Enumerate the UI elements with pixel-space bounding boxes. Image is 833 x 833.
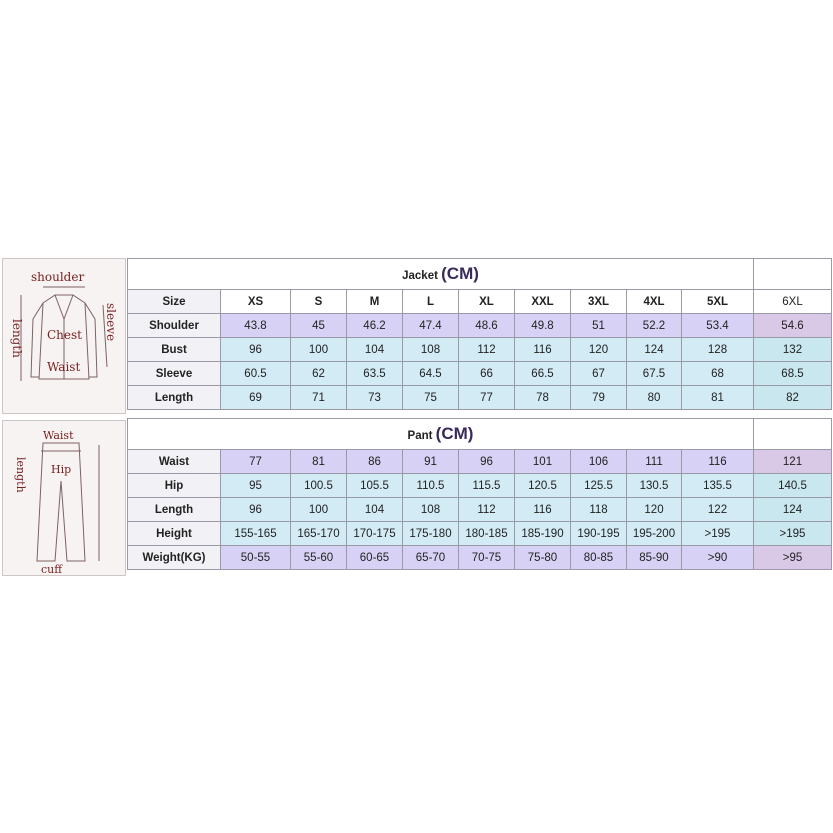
pant-row-hip	[128, 474, 832, 498]
pant-length-label: length	[14, 457, 27, 493]
pant-cell: >195	[682, 522, 754, 546]
jacket-row-bust	[128, 338, 832, 362]
jacket-waist-label: Waist	[47, 360, 81, 374]
pant-cell: 75-80	[515, 546, 571, 570]
pant-title-text: Pant	[407, 430, 433, 442]
pant-cell: 120	[627, 498, 682, 522]
pant-cell: 60-65	[347, 546, 403, 570]
jacket-row-sleeve	[128, 362, 832, 386]
pant-cell: 120.5	[515, 474, 571, 498]
pant-row-length	[128, 498, 832, 522]
jacket-row-label: Bust	[128, 338, 221, 362]
pant-cell: 121	[754, 450, 832, 474]
pant-cell: 100	[291, 498, 347, 522]
jacket-cell: 112	[459, 338, 515, 362]
jacket-cell: 79	[571, 386, 627, 410]
pant-size-table	[127, 418, 832, 570]
jacket-cell: 53.4	[682, 314, 754, 338]
size-header-row	[128, 290, 832, 314]
size-header-label: Size	[128, 290, 221, 314]
jacket-cell: 80	[627, 386, 682, 410]
pant-illustration	[3, 421, 125, 575]
jacket-title	[128, 259, 754, 290]
size-4xl: 4XL	[627, 290, 682, 314]
pant-rows	[128, 450, 832, 570]
jacket-length-label: length	[10, 319, 24, 358]
jacket-cell: 124	[627, 338, 682, 362]
jacket-cell: 132	[754, 338, 832, 362]
jacket-title-text: Jacket	[402, 270, 438, 282]
pant-cell: 96	[459, 450, 515, 474]
pant-cell: >90	[682, 546, 754, 570]
pant-cell: 91	[403, 450, 459, 474]
pant-cell: 155-165	[221, 522, 291, 546]
pant-cuff-label: cuff	[41, 563, 63, 575]
pant-cell: 101	[515, 450, 571, 474]
jacket-cell: 43.8	[221, 314, 291, 338]
pant-row-label: Waist	[128, 450, 221, 474]
pant-cell: 108	[403, 498, 459, 522]
pant-cell: 135.5	[682, 474, 754, 498]
pant-cell: 115.5	[459, 474, 515, 498]
pant-cell: 130.5	[627, 474, 682, 498]
pant-hip-label: Hip	[51, 463, 72, 476]
pant-diagram	[2, 420, 126, 576]
jacket-illustration	[3, 259, 125, 413]
pant-row-waist	[128, 450, 832, 474]
pant-cell: 96	[221, 498, 291, 522]
pant-cell: 112	[459, 498, 515, 522]
jacket-cell: 60.5	[221, 362, 291, 386]
pant-cell: 118	[571, 498, 627, 522]
pant-cell: 106	[571, 450, 627, 474]
pant-row-label: Hip	[128, 474, 221, 498]
pant-cell: 116	[682, 450, 754, 474]
jacket-cell: 46.2	[347, 314, 403, 338]
jacket-cell: 52.2	[627, 314, 682, 338]
jacket-title-row	[128, 259, 832, 290]
size-xs: XS	[221, 290, 291, 314]
pant-row-weight-kg	[128, 546, 832, 570]
pant-cell: 80-85	[571, 546, 627, 570]
pant-cell: 180-185	[459, 522, 515, 546]
jacket-cell: 68.5	[754, 362, 832, 386]
jacket-cell: 116	[515, 338, 571, 362]
jacket-cell: 49.8	[515, 314, 571, 338]
pant-cell: 125.5	[571, 474, 627, 498]
pant-title-row	[128, 419, 832, 450]
jacket-shoulder-label: shoulder	[31, 270, 85, 284]
jacket-cell: 62	[291, 362, 347, 386]
pant-cell: 95	[221, 474, 291, 498]
jacket-cell: 128	[682, 338, 754, 362]
pant-cell: 100.5	[291, 474, 347, 498]
jacket-cell: 77	[459, 386, 515, 410]
jacket-cell: 68	[682, 362, 754, 386]
size-3xl: 3XL	[571, 290, 627, 314]
pant-cell: 111	[627, 450, 682, 474]
size-chart	[0, 258, 833, 576]
jacket-cell: 67.5	[627, 362, 682, 386]
size-6xl: 6XL	[754, 290, 832, 314]
pant-cell: 122	[682, 498, 754, 522]
pant-cell: >95	[754, 546, 832, 570]
pant-cell: 86	[347, 450, 403, 474]
pant-cell: 110.5	[403, 474, 459, 498]
pant-cell: 195-200	[627, 522, 682, 546]
pant-cell: 170-175	[347, 522, 403, 546]
jacket-size-table	[127, 258, 832, 410]
jacket-cell: 120	[571, 338, 627, 362]
jacket-sleeve-label: sleeve	[104, 303, 118, 342]
pant-cell: 65-70	[403, 546, 459, 570]
jacket-cell: 54.6	[754, 314, 832, 338]
jacket-cell: 78	[515, 386, 571, 410]
jacket-cell: 63.5	[347, 362, 403, 386]
jacket-unit: (CM)	[441, 264, 479, 283]
pant-cell: 70-75	[459, 546, 515, 570]
pant-cell: 104	[347, 498, 403, 522]
jacket-cell: 108	[403, 338, 459, 362]
jacket-chest-label: Chest	[47, 328, 82, 342]
jacket-cell: 66	[459, 362, 515, 386]
pant-row-label: Length	[128, 498, 221, 522]
jacket-cell: 73	[347, 386, 403, 410]
pant-cell: 124	[754, 498, 832, 522]
jacket-cell: 48.6	[459, 314, 515, 338]
jacket-rows	[128, 314, 832, 410]
jacket-cell: 100	[291, 338, 347, 362]
jacket-cell: 47.4	[403, 314, 459, 338]
size-m: M	[347, 290, 403, 314]
size-l: L	[403, 290, 459, 314]
size-xxl: XXL	[515, 290, 571, 314]
jacket-cell: 96	[221, 338, 291, 362]
jacket-title-extra	[754, 259, 832, 290]
jacket-cell: 69	[221, 386, 291, 410]
pant-cell: 165-170	[291, 522, 347, 546]
jacket-row-label: Length	[128, 386, 221, 410]
pant-row-height	[128, 522, 832, 546]
pant-cell: 85-90	[627, 546, 682, 570]
jacket-cell: 67	[571, 362, 627, 386]
pant-cell: 55-60	[291, 546, 347, 570]
jacket-row-label: Sleeve	[128, 362, 221, 386]
pant-title-extra	[754, 419, 832, 450]
pant-cell: 105.5	[347, 474, 403, 498]
pant-cell: 81	[291, 450, 347, 474]
jacket-cell: 82	[754, 386, 832, 410]
pant-cell: 140.5	[754, 474, 832, 498]
jacket-row-length	[128, 386, 832, 410]
pant-cell: >195	[754, 522, 832, 546]
pant-cell: 77	[221, 450, 291, 474]
pant-unit: (CM)	[435, 424, 474, 443]
pant-cell: 185-190	[515, 522, 571, 546]
pant-cell: 175-180	[403, 522, 459, 546]
jacket-diagram	[2, 258, 126, 414]
jacket-cell: 66.5	[515, 362, 571, 386]
jacket-cell: 104	[347, 338, 403, 362]
jacket-cell: 64.5	[403, 362, 459, 386]
jacket-cell: 75	[403, 386, 459, 410]
jacket-cell: 71	[291, 386, 347, 410]
jacket-cell: 51	[571, 314, 627, 338]
jacket-row-shoulder	[128, 314, 832, 338]
pant-cell: 190-195	[571, 522, 627, 546]
pant-row-label: Height	[128, 522, 221, 546]
jacket-row-label: Shoulder	[128, 314, 221, 338]
pant-cell: 116	[515, 498, 571, 522]
size-5xl: 5XL	[682, 290, 754, 314]
size-s: S	[291, 290, 347, 314]
pant-cell: 50-55	[221, 546, 291, 570]
pant-waist-label: Waist	[43, 429, 74, 442]
pant-title	[128, 419, 754, 450]
pant-row-label: Weight(KG)	[128, 546, 221, 570]
size-xl: XL	[459, 290, 515, 314]
jacket-cell: 81	[682, 386, 754, 410]
jacket-cell: 45	[291, 314, 347, 338]
